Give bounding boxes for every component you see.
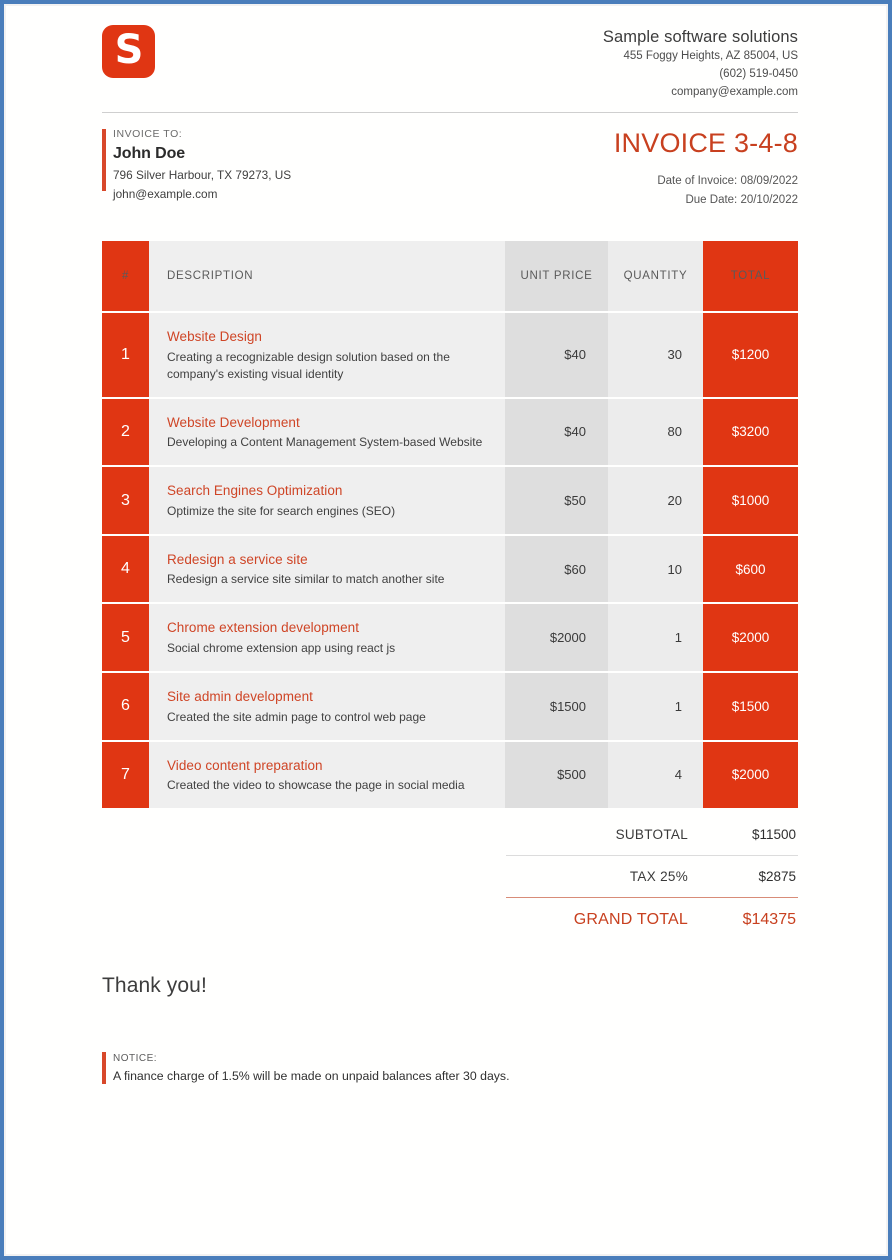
- row-quantity: 1: [608, 673, 703, 740]
- row-item-title: Video content preparation: [167, 757, 323, 773]
- invoice-date: Date of Invoice: 08/09/2022: [657, 175, 798, 188]
- invoice-sheet: [6, 6, 890, 1258]
- row-description-cell: [149, 604, 505, 671]
- logo-letter-icon: S: [114, 27, 143, 73]
- invoice-meta-row: [6, 113, 890, 210]
- row-total: $600: [703, 536, 798, 603]
- items-table-body: [102, 313, 798, 808]
- table-row: [102, 536, 798, 603]
- invoice-dates: [614, 172, 798, 210]
- row-unit-price: $2000: [505, 604, 608, 671]
- row-item-title: Site admin development: [167, 689, 313, 705]
- bill-to-label: INVOICE TO:: [113, 127, 183, 140]
- row-quantity: 1: [608, 604, 703, 671]
- row-total: $2000: [703, 742, 798, 809]
- row-item-title: Website Development: [167, 414, 300, 430]
- row-description-cell: [149, 536, 505, 603]
- bill-to-address: 796 Silver Harbour, TX 79273, US: [113, 167, 292, 182]
- invoice-due-date: Due Date: 20/10/2022: [685, 194, 798, 207]
- row-quantity: 80: [608, 399, 703, 466]
- row-unit-price: $50: [505, 467, 608, 534]
- row-unit-price: $40: [505, 313, 608, 397]
- row-description-cell: [149, 742, 505, 809]
- row-unit-price: $500: [505, 742, 608, 809]
- row-item-title: Redesign a service site: [167, 551, 308, 567]
- row-description-cell: [149, 399, 505, 466]
- tax-label: TAX 25%: [629, 869, 688, 885]
- row-item-description: Optimize the site for search engines (SEO): [167, 503, 396, 518]
- row-total: $1500: [703, 673, 798, 740]
- invoice-totals: [506, 814, 798, 942]
- thank-you-message: Thank you!: [102, 974, 207, 998]
- invoice-header: [6, 6, 890, 102]
- row-total: $1200: [703, 313, 798, 397]
- company-name: Sample software solutions: [602, 28, 798, 46]
- table-header-row: [102, 241, 798, 311]
- bill-to-email: john@example.com: [113, 186, 218, 201]
- row-item-description: Redesign a service site similar to match another site: [167, 572, 445, 587]
- row-total: $1000: [703, 467, 798, 534]
- column-header-unit-price: UNIT PRICE: [505, 241, 608, 311]
- row-item-description: Creating a recognizable design solution based on the company's existing visual identity: [167, 349, 450, 381]
- grand-total-label: GRAND TOTAL: [573, 911, 688, 929]
- row-description-cell: [149, 313, 505, 397]
- notice-block: [102, 1051, 798, 1086]
- row-total: $2000: [703, 604, 798, 671]
- row-description-cell: [149, 467, 505, 534]
- company-info-block: [603, 20, 798, 102]
- company-phone: (602) 519-0450: [719, 68, 798, 81]
- column-header-quantity: QUANTITY: [608, 241, 703, 311]
- bill-to-block: [102, 127, 291, 204]
- row-item-description: Social chrome extension app using react js: [167, 641, 396, 655]
- row-unit-price: $40: [505, 399, 608, 466]
- row-item-description: Created the video to showcase the page in social media: [167, 778, 465, 793]
- column-header-total: TOTAL: [703, 241, 798, 311]
- row-quantity: 30: [608, 313, 703, 397]
- row-item-description: Developing a Content Management System-based Website: [167, 435, 483, 450]
- invoice-items-table: [102, 239, 798, 810]
- tax-value: $2875: [758, 869, 796, 885]
- row-quantity: 4: [608, 742, 703, 809]
- subtotal-label: SUBTOTAL: [615, 827, 688, 843]
- bill-to-name: John Doe: [113, 145, 186, 163]
- subtotal-value: $11500: [751, 827, 796, 843]
- row-item-title: Chrome extension development: [167, 620, 360, 636]
- row-number: 4: [102, 536, 149, 603]
- row-number: 7: [102, 742, 149, 809]
- row-unit-price: $1500: [505, 673, 608, 740]
- row-number: 6: [102, 673, 149, 740]
- row-number: 1: [102, 313, 149, 397]
- column-header-description: DESCRIPTION: [149, 241, 505, 311]
- row-description-cell: [149, 673, 505, 740]
- notice-text: A finance charge of 1.5% will be made on unpaid balances after 30 days.: [113, 1068, 510, 1083]
- row-quantity: 10: [608, 536, 703, 603]
- table-row: [102, 742, 798, 809]
- items-table-header: [102, 241, 798, 311]
- table-row: [102, 673, 798, 740]
- row-total: $3200: [703, 399, 798, 466]
- invoice-number: INVOICE 3-4-8: [613, 127, 798, 158]
- row-unit-price: $60: [505, 536, 608, 603]
- invoice-page-inner-border: [4, 4, 888, 1256]
- row-item-title: Search Engines Optimization: [167, 483, 343, 499]
- table-row: [102, 467, 798, 534]
- totals-row-subtotal: [506, 814, 798, 855]
- table-row: [102, 313, 798, 397]
- invoice-number-block: [614, 127, 798, 210]
- totals-row-grand-total: [506, 898, 798, 942]
- row-number: 3: [102, 467, 149, 534]
- row-number: 5: [102, 604, 149, 671]
- row-quantity: 20: [608, 467, 703, 534]
- row-item-description: Created the site admin page to control web page: [167, 709, 426, 724]
- company-logo: [102, 25, 155, 78]
- notice-label: NOTICE:: [113, 1053, 158, 1065]
- table-row: [102, 604, 798, 671]
- column-header-number: #: [102, 241, 149, 311]
- company-address: 455 Foggy Heights, AZ 85004, US: [623, 50, 798, 63]
- grand-total-value: $14375: [742, 911, 796, 929]
- row-number: 2: [102, 399, 149, 466]
- row-item-title: Website Design: [167, 329, 262, 345]
- table-row: [102, 399, 798, 466]
- totals-row-tax: [506, 856, 798, 897]
- company-email: company@example.com: [671, 85, 798, 98]
